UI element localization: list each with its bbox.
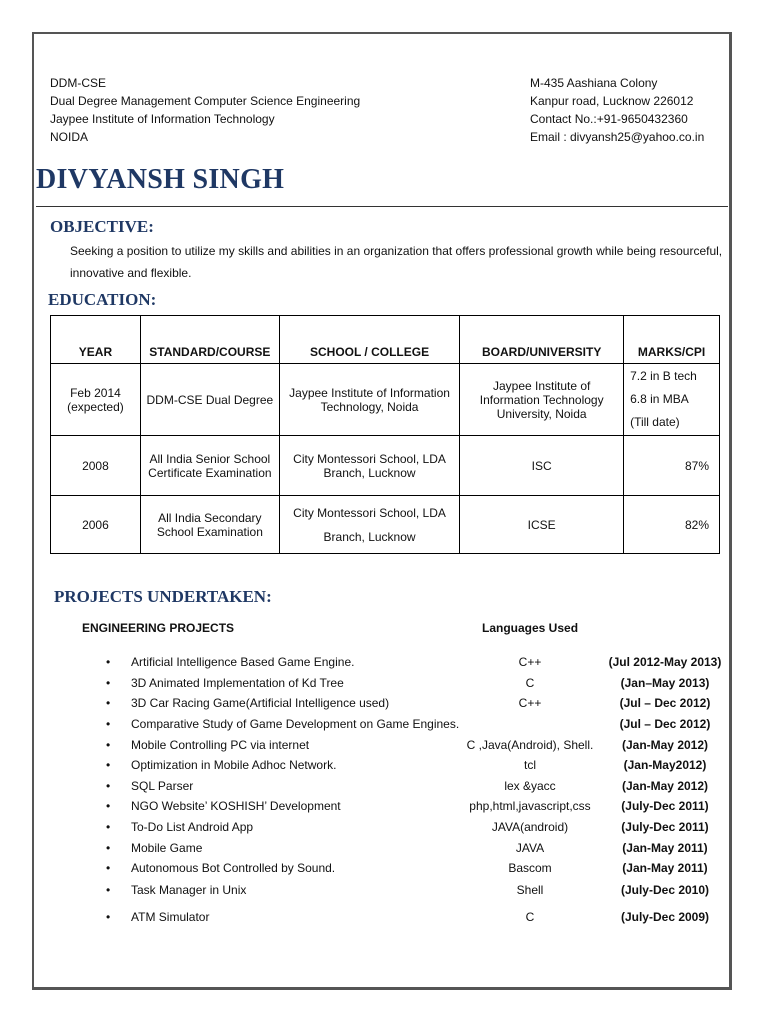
column-header: YEAR — [51, 316, 141, 364]
marks-cell: 87% — [624, 436, 720, 496]
project-date: (Jan-May 2012) — [621, 738, 709, 752]
objective-heading: OBJECTIVE: — [50, 217, 154, 236]
project-title: Artificial Intelligence Based Game Engine. — [131, 655, 355, 669]
project-title: To-Do List Android App — [131, 820, 254, 834]
year-cell: Feb 2014 (expected) — [51, 364, 141, 436]
project-title: Optimization in Mobile Adhoc Network. — [131, 758, 337, 772]
marks-line: (Till date) — [630, 415, 680, 429]
bullet-icon: • — [106, 820, 111, 834]
project-date: (July-Dec 2011) — [621, 799, 709, 813]
bullet-icon: • — [106, 779, 111, 793]
education-table — [50, 315, 720, 554]
bullet-icon: • — [106, 717, 111, 731]
marks-line: 7.2 in B tech — [630, 369, 697, 383]
project-item — [0, 799, 768, 819]
year-cell: 2006 — [51, 496, 141, 554]
contact-line: Contact No.:+91-9650432360 — [530, 112, 688, 126]
project-language: Bascom — [508, 861, 552, 875]
project-language: C++ — [518, 696, 542, 710]
languages-used-label: Languages Used — [482, 621, 579, 635]
project-item — [0, 841, 768, 861]
column-header: MARKS/CPI — [624, 316, 720, 364]
project-date: (Jan-May 2012) — [621, 779, 709, 793]
table-row — [51, 364, 720, 436]
project-item — [0, 883, 768, 903]
header-left-line: Dual Degree Management Computer Science Engineering — [50, 94, 361, 108]
project-title: 3D Animated Implementation of Kd Tree — [131, 676, 344, 690]
year-cell: 2008 — [51, 436, 141, 496]
project-title: Comparative Study of Game Development on Game Engines. — [131, 717, 460, 731]
course-cell: All India Secondary School Examination — [140, 496, 279, 554]
engineering-projects-subheading: ENGINEERING PROJECTS — [82, 621, 235, 635]
education-heading: EDUCATION: — [48, 290, 157, 309]
header-left-line: DDM-CSE — [50, 76, 106, 90]
project-date: (Jul – Dec 2012) — [619, 717, 711, 731]
bullet-icon: • — [106, 738, 111, 752]
project-item — [0, 910, 768, 930]
column-header: STANDARD/COURSE — [140, 316, 279, 364]
candidate-name: DIVYANSH SINGH — [36, 164, 285, 195]
divider — [36, 206, 728, 207]
column-header: SCHOOL / COLLEGE — [279, 316, 459, 364]
bullet-icon: • — [106, 655, 111, 669]
school-cell: City Montessori School, LDA Branch, Lucknow — [279, 496, 459, 554]
header-right — [530, 74, 704, 146]
projects-heading: PROJECTS UNDERTAKEN: — [54, 587, 272, 606]
project-title: Autonomous Bot Controlled by Sound. — [131, 861, 336, 875]
bullet-icon: • — [106, 883, 111, 897]
project-date: (Jan-May 2011) — [622, 861, 708, 875]
project-item — [0, 676, 768, 696]
course-cell: All India Senior School Certificate Examination — [140, 436, 279, 496]
project-date: (Jan-May2012) — [623, 758, 707, 772]
project-item — [0, 758, 768, 778]
project-language: C — [525, 910, 535, 924]
project-language: JAVA(android) — [491, 820, 569, 834]
project-language: php,html,javascript,css — [469, 799, 591, 813]
project-date: (Jul 2012-May 2013) — [608, 655, 722, 669]
project-language: C++ — [518, 655, 542, 669]
project-language: C — [525, 676, 535, 690]
project-item — [0, 738, 768, 758]
marks-cell — [624, 364, 720, 436]
header-left-line: NOIDA — [50, 130, 89, 144]
bullet-icon: • — [106, 861, 111, 875]
email-line: Email : divyansh25@yahoo.co.in — [530, 130, 705, 144]
project-date: (July-Dec 2011) — [621, 820, 709, 834]
project-title: Mobile Game — [131, 841, 203, 855]
column-header: BOARD/UNIVERSITY — [460, 316, 624, 364]
project-item — [0, 861, 768, 881]
project-date: (July-Dec 2010) — [620, 883, 710, 897]
bullet-icon: • — [106, 799, 111, 813]
project-item — [0, 779, 768, 799]
marks-line: 6.8 in MBA — [630, 392, 689, 406]
address-line: M-435 Aashiana Colony — [530, 76, 658, 90]
board-cell: Jaypee Institute of Information Technology University, Noida — [460, 364, 624, 436]
bullet-icon: • — [106, 696, 111, 710]
project-title: ATM Simulator — [131, 910, 210, 924]
project-date: (Jul – Dec 2012) — [619, 696, 711, 710]
bullet-icon: • — [106, 910, 111, 924]
marks-cell: 82% — [624, 496, 720, 554]
school-cell: City Montessori School, LDA Branch, Lucknow — [279, 436, 459, 496]
project-language: JAVA — [515, 841, 545, 855]
table-row — [51, 496, 720, 554]
objective-text: Seeking a position to utilize my skills and abilities in an organization that offers professional growth while being resourceful, innovative and flexible. — [70, 244, 723, 280]
project-language: C ,Java(Android), Shell. — [466, 738, 594, 752]
course-cell: DDM-CSE Dual Degree — [140, 364, 279, 436]
project-date: (Jan-May 2011) — [622, 841, 708, 855]
board-cell: ISC — [460, 436, 624, 496]
address-line: Kanpur road, Lucknow 226012 — [530, 94, 694, 108]
project-item — [0, 655, 768, 675]
project-language: Shell — [516, 883, 544, 897]
header-left-line: Jaypee Institute of Information Technology — [50, 112, 275, 126]
board-cell: ICSE — [460, 496, 624, 554]
bullet-icon: • — [106, 676, 111, 690]
school-cell: Jaypee Institute of Information Technology, Noida — [279, 364, 459, 436]
bullet-icon: • — [106, 841, 111, 855]
project-item — [0, 717, 768, 737]
project-title: SQL Parser — [131, 779, 194, 793]
header-left — [50, 74, 360, 146]
bullet-icon: • — [106, 758, 111, 772]
project-item — [0, 696, 768, 716]
table-row — [51, 436, 720, 496]
project-date: (Jan–May 2013) — [620, 676, 710, 690]
project-title: Task Manager in Unix — [131, 883, 247, 897]
project-language: lex &yacc — [504, 779, 556, 793]
project-title: Mobile Controlling PC via internet — [131, 738, 310, 752]
project-language: tcl — [524, 758, 536, 772]
project-title: NGO Website’ KOSHISH’ Development — [131, 799, 341, 813]
project-title: 3D Car Racing Game(Artificial Intelligence used) — [131, 696, 390, 710]
project-date: (July-Dec 2009) — [620, 910, 710, 924]
table-header-row — [51, 316, 720, 364]
project-item — [0, 820, 768, 840]
